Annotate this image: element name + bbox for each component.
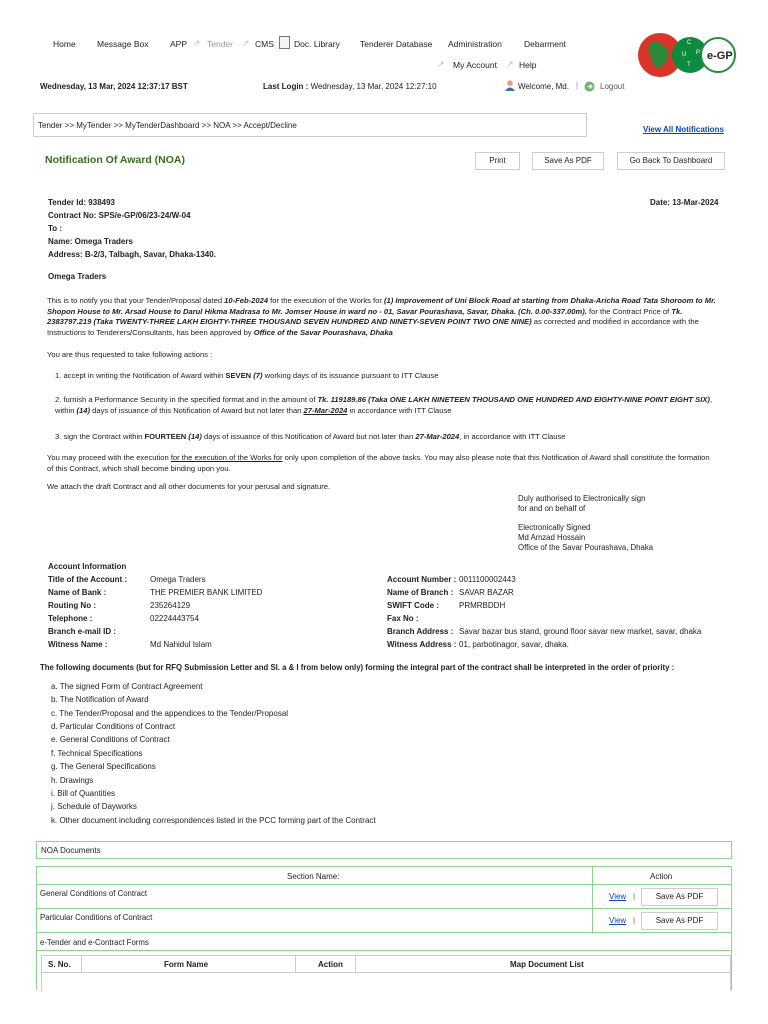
branch-name-value: SAVAR BAZAR [459,588,514,597]
contract-no: Contract No: SPS/e-GP/06/23-24/W-04 [48,211,191,220]
witness-address-label: Witness Address : [387,640,457,649]
document-item: a. The signed Form of Contract Agreement [51,682,203,691]
document-item: g. The General Specifications [51,762,156,771]
separator: | [576,81,579,90]
etender-forms-row: e-Tender and e-Contract Forms [37,933,732,951]
documents-heading: The following documents (but for RFQ Submission Letter and Sl. a & l from below only) forming the integral part of the contract shall be interpreted in the order of priority : [40,663,675,672]
document-item: i. Bill of Quantities [51,789,116,798]
nav-help[interactable]: Help [519,60,537,70]
action-item-2: 2. furnish a Performance Security in the specified format and in the amount of Tk. 119189.86 (Taka ONE LAKH NINETEEN THOUSAND ONE HUNDRED AND EIGHTY-NINE POINT EIGHT SIX), within (14) days of issuance of this Notification of Award but not later than 27-Mar-2024 in accordance with ITT Clause [55,395,713,415]
document-icon [279,36,290,49]
noa-documents-table [36,866,732,990]
logout-icon [584,81,595,92]
view-link[interactable]: View [609,892,627,901]
document-item: b. The Notification of Award [51,695,149,704]
nav-tenderer-database[interactable]: Tenderer Database [360,39,433,49]
witness-name-label: Witness Name : [48,640,108,649]
svg-text:T: T [687,62,691,68]
signature-line-2: for and on behalf of [518,504,586,513]
row-actions: View | Save As PDF [593,909,732,933]
print-button[interactable]: Print [475,152,520,170]
svg-text:P: P [696,50,701,56]
svg-text:e-GP: e-GP [707,50,733,62]
telephone-label: Telephone : [48,614,93,623]
witness-name-value: Md Nahidul Islam [150,640,212,649]
branch-address-value: Savar bazar bus stand, ground floor savar new market, savar, dhaka [459,627,702,636]
arrow-icon: ↗ [437,59,445,69]
arrow-icon: ↗ [506,59,514,69]
go-back-to-dashboard-button[interactable]: Go Back To Dashboard [617,152,725,170]
user-icon [505,80,515,91]
arrow-icon: ↗ [193,38,201,48]
table-row: General Conditions of Contract [37,885,593,909]
nav-home[interactable]: Home [53,39,76,49]
save-as-pdf-button[interactable]: Save As PDF [532,152,604,170]
to-label: To : [48,224,63,233]
action-item-1: 1. accept in writing the Notification of Award within SEVEN (7) working days of its issuance pursuant to ITT Clause [55,371,439,380]
branch-name-label: Name of Branch : [387,588,454,597]
bank-name-label: Name of Bank : [48,588,107,597]
action-item-3: 3. sign the Contract within FOURTEEN (14) days of issuance of this Notification of Award but not later than 27-Mar-2024, in accordance with ITT Clause [55,432,566,441]
notification-paragraph: This is to notify you that your Tender/Proposal dated 10-Feb-2024 for the execution of the Works for (1) Improvement of Uni Block Road at starting from Dhaka-Aricha Road Tata Shoroom to Mr. Shopon House to Mr. Arsad House to Darul Hikma Madrasa to Mr. Jomser House in ward no - 01, Savar Pourashava, Savar, Dhaka. (Ch. 0.00-337.00m). for the Contract Price of Tk. 2383797.219 (Taka TWENTY-THREE LAKH EIGHTY-THREE THOUSAND SEVEN HUNDRED AND NINETY-SEVEN POINT TWO ONE NINE) as corrected and modified in accordance with the Instructions to Tenderers/Consultants, has been approved by Office of the Savar Pourashava, Dhaka [47,296,716,337]
arrow-icon: ↗ [242,38,250,48]
noa-documents-header [36,841,732,859]
company-name: Omega Traders [48,272,107,281]
signature-line-4: Md Amzad Hossain [518,533,586,542]
svg-text:U: U [682,52,687,58]
branch-email-label: Branch e-mail ID : [48,627,117,636]
svg-text:C: C [687,40,692,46]
view-all-notifications-link[interactable]: View All Notifications [643,125,724,134]
breadcrumb[interactable]: Tender >> MyTender >> MyTenderDashboard >> NOA >> Accept/Decline [38,121,297,130]
branch-address-label: Branch Address : [387,627,454,636]
nav-message-box[interactable]: Message Box [97,39,149,49]
forms-table-header: S. No. Form Name Action Map Document List [41,955,731,973]
tender-id: Tender Id: 938493 [48,198,115,207]
document-item: e. General Conditions of Contract [51,735,170,744]
noa-date: Date: 13-Mar-2024 [650,198,719,207]
proceed-paragraph: You may proceed with the execution for the execution of the Works for only upon completion of the above tasks. You may also please note that this Notification of Award shall constitute the formation of this Contract, which shall become binding upon you. [47,453,710,473]
signature-line-1: Duly authorised to Electronically sign [518,494,646,503]
last-login-label: Last Login : [263,82,309,91]
welcome-text: Welcome, Md. [518,82,569,91]
routing-no-label: Routing No : [48,601,96,610]
noa-documents-heading: NOA Documents [41,846,101,855]
row-actions: View | Save As PDF [593,885,732,909]
swift-code-value: PRMRBDDH [459,601,506,610]
view-link[interactable]: View [609,916,627,925]
last-login-value: Wednesday, 13 Mar, 2024 12:27:10 [310,82,437,91]
nav-doc-library[interactable]: Doc. Library [294,39,340,49]
account-title-label: Title of the Account : [48,575,128,584]
account-title-value: Omega Traders [150,575,206,584]
nav-tender[interactable]: Tender [207,39,233,49]
telephone-value: 02224443754 [150,614,199,623]
account-info-heading: Account Information [48,562,127,571]
document-item: f. Technical Specifications [51,749,143,758]
document-item: d. Particular Conditions of Contract [51,722,176,731]
logout-link[interactable]: Logout [600,82,625,91]
signature-line-5: Office of the Savar Pourashava, Dhaka [518,543,654,552]
routing-no-value: 235264129 [150,601,191,610]
nav-cms[interactable]: CMS [255,39,274,49]
current-datetime: Wednesday, 13 Mar, 2024 12:37:17 BST [40,82,188,91]
bank-name-value: THE PREMIER BANK LIMITED [150,588,263,597]
last-login [263,82,437,91]
page-title: Notification Of Award (NOA) [45,154,185,166]
action-header: Action [593,867,732,885]
document-item: j. Schedule of Dayworks [51,802,137,811]
witness-address-value: 01, parbotinagor, savar, dhaka. [459,640,569,649]
account-number-label: Account Number : [387,575,457,584]
account-number-value: 0011100002443 [459,575,516,584]
breadcrumb-box [33,113,587,137]
fax-no-label: Fax No : [387,614,419,623]
table-row: Particular Conditions of Contract [37,909,593,933]
recipient-name: Name: Omega Traders [48,237,133,246]
attach-paragraph: We attach the draft Contract and all other documents for your perusal and signature. [47,482,331,491]
nav-debarment[interactable]: Debarment [524,39,567,49]
recipient-address: Address: B-2/3, Talbagh, Savar, Dhaka-1340. [48,250,216,259]
actions-intro: You are thus requested to take following actions : [47,350,213,359]
document-item: k. Other document including correspondences listed in the PCC forming part of the Contract [51,816,376,825]
save-as-pdf-button[interactable]: Save As PDF [641,888,718,906]
nav-my-account[interactable]: My Account [453,60,497,70]
save-as-pdf-button[interactable]: Save As PDF [641,912,718,930]
signature-line-3: Electronically Signed [518,523,591,532]
section-name-header: Section Name: [37,867,593,885]
swift-code-label: SWIFT Code : [387,601,439,610]
document-item: c. The Tender/Proposal and the appendices to the Tender/Proposal [51,709,289,718]
nav-administration[interactable]: Administration [448,39,502,49]
nav-app[interactable]: APP [170,39,188,49]
egp-logo [630,28,738,80]
document-item: h. Drawings [51,776,94,785]
